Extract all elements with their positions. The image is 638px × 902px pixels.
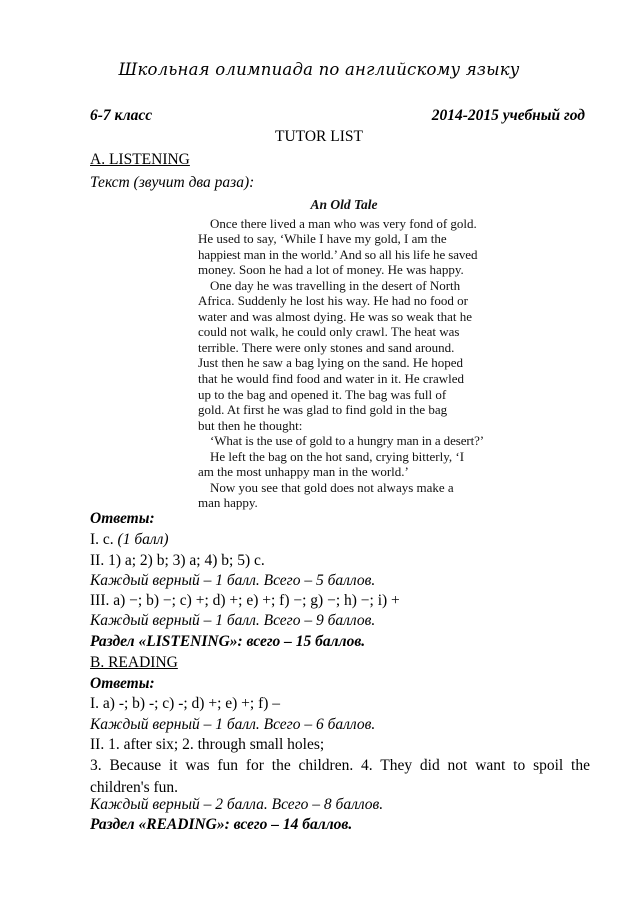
tutor-list-heading: TUTOR LIST [275,128,363,145]
reading-answer-1: I. a) -; b) -; c) -; d) +; e) +; f) – [90,695,281,712]
story-line: Just then he saw a bag lying on the sand. He hoped [198,355,464,371]
story-line: Africa. Suddenly he lost his way. He had no food or [198,293,468,309]
story-line: money. Soon he had a lot of money. He was happy. [198,262,464,278]
listening-answer-2: II. 1) a; 2) b; 3) a; 4) b; 5) c. [90,552,265,569]
answer-score: (1 балл) [117,531,169,548]
story-line: man happy. [198,495,258,511]
listening-heading: A. LISTENING [90,151,190,168]
listening-score-line-2: Каждый верный – 1 балл. Всего – 9 баллов. [90,612,376,629]
story-line: He left the bag on the hot sand, crying bitterly, ‘I [210,448,465,464]
listening-answer-3: III. a) −; b) −; c) +; d) +; e) +; f) −; g) −; h) −; i) + [90,592,400,609]
story-line: but then he thought: [198,417,303,433]
story-line: He used to say, ‘While I have my gold, I am the [198,231,447,247]
reading-score-line-1: Каждый верный – 1 балл. Всего – 6 баллов. [90,716,376,733]
story-line: Once there lived a man who was very fond of gold. [210,215,477,231]
story-line: terrible. There were only stones and sand around. [198,339,455,355]
story-line: could not walk, he could only crawl. The heat was [198,324,460,340]
answer-text: I. c. [90,531,114,548]
reading-score-line-2: Каждый верный – 2 балла. Всего – 8 баллов. [90,796,384,813]
listening-score-line-1: Каждый верный – 1 балл. Всего – 5 баллов. [90,572,376,589]
grade-label: 6-7 класс [90,107,153,124]
reading-answer-2-line-2: 3. Because it was fun for the children. 4. They did not want to spoil the children's fun. [90,757,590,796]
listening-answer-1 [90,530,169,549]
reading-answers-label: Ответы: [90,675,155,692]
listening-text-note: Текст (звучит два раза): [90,174,255,191]
story-line: One day he was travelling in the desert of North [210,277,461,293]
document-title: Школьная олимпиада по английскому языку [118,60,520,79]
story-title: An Old Tale [310,197,378,212]
story-line: up to the bag and opened it. The bag was full of [198,386,447,402]
reading-section-total: Раздел «READING»: всего – 14 баллов. [90,816,353,833]
reading-answer-2-line-1: II. 1. after six; 2. through small holes; [90,736,325,753]
reading-heading: B. READING [90,654,178,671]
listening-section-total: Раздел «LISTENING»: всего – 15 баллов. [90,633,366,650]
story-line: happiest man in the world.’ And so all his life he saved [198,246,478,262]
school-year-label: 2014-2015 учебный год [431,107,585,124]
story-excerpt [198,197,490,511]
story-line: that he would find food and water in it. He crawled [198,371,465,387]
story-line: Now you see that gold does not always make a [210,479,454,495]
story-line: water and was almost dying. He was so weak that he [198,308,473,324]
story-line: gold. At first he was glad to find gold in the bag [198,402,448,418]
story-line: am the most unhappy man in the world.’ [198,464,409,480]
listening-answers-label: Ответы: [90,510,155,527]
story-line: ‘What is the use of gold to a hungry man in a desert?’ [210,433,485,449]
